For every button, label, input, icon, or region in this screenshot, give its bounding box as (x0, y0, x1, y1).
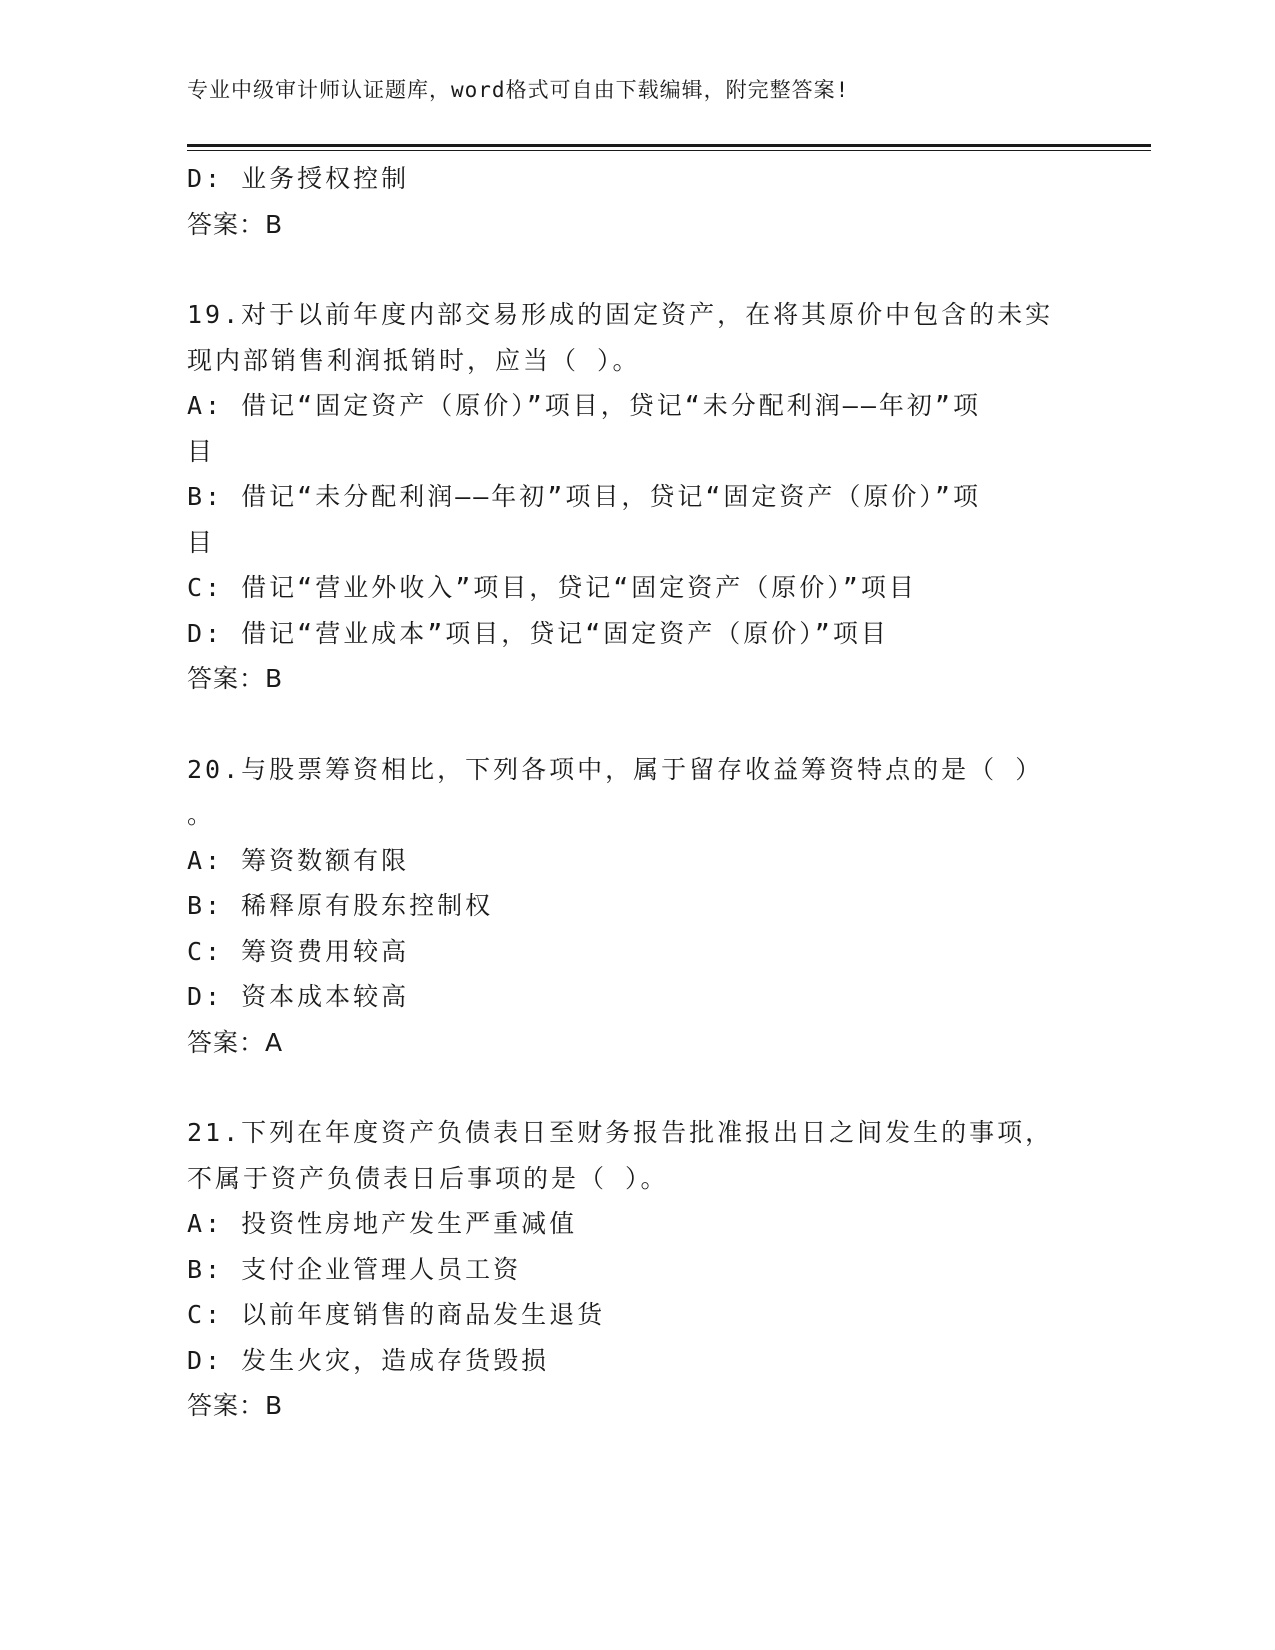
question-stem: 20.与股票筹资相比，下列各项中，属于留存收益筹资特点的是（ ） (187, 754, 1044, 784)
header-rule-thin (187, 150, 1151, 151)
header-rule-thick (187, 144, 1151, 147)
option-c: C: 筹资费用较高 (187, 936, 410, 966)
option-b: B: 借记“未分配利润——年初”项目，贷记“固定资产（原价）”项 (187, 482, 981, 511)
option-a-cont: 目 (187, 436, 216, 466)
answer: 答案：B (187, 209, 284, 239)
answer: 答案：B (187, 664, 284, 693)
answer: 答案：B (187, 1391, 284, 1420)
previous-question-tail (187, 156, 1087, 247)
option-b: B: 稀释原有股东控制权 (187, 891, 494, 920)
question-stem-cont: 不属于资产负债表日后事项的是（ ）。 (187, 1163, 669, 1193)
option-a: A: 借记“固定资产（原价）”项目，贷记“未分配利润——年初”项 (187, 391, 981, 420)
document-body (187, 156, 1087, 1429)
option-b: B: 支付企业管理人员工资 (187, 1254, 522, 1284)
option-a: A: 筹资数额有限 (187, 845, 410, 875)
option-d: D: 借记“营业成本”项目，贷记“固定资产（原价）”项目 (187, 618, 889, 648)
question-21 (187, 1110, 1087, 1429)
question-stem-cont: 现内部销售利润抵销时，应当（ ）。 (187, 345, 641, 375)
question-stem: 21.下列在年度资产负债表日至财务报告批准报出日之间发生的事项， (187, 1118, 1054, 1147)
answer: 答案：A (187, 1027, 284, 1057)
question-stem-cont: 。 (187, 800, 216, 829)
page-header: 专业中级审计师认证题库，word格式可自由下载编辑，附完整答案! (187, 78, 850, 102)
question-20 (187, 747, 1087, 1066)
question-stem: 19.对于以前年度内部交易形成的固定资产，在将其原价中包含的未实 (187, 300, 1054, 329)
question-19 (187, 292, 1087, 702)
option-d: D: 资本成本较高 (187, 982, 410, 1011)
option-c: C: 借记“营业外收入”项目，贷记“固定资产（原价）”项目 (187, 573, 917, 602)
option-d: D: 发生火灾，造成存货毁损 (187, 1345, 550, 1375)
option-c: C: 以前年度销售的商品发生退货 (187, 1300, 606, 1329)
option-d: D: 业务授权控制 (187, 164, 410, 193)
option-a: A: 投资性房地产发生严重减值 (187, 1209, 578, 1238)
option-b-cont: 目 (187, 527, 216, 557)
